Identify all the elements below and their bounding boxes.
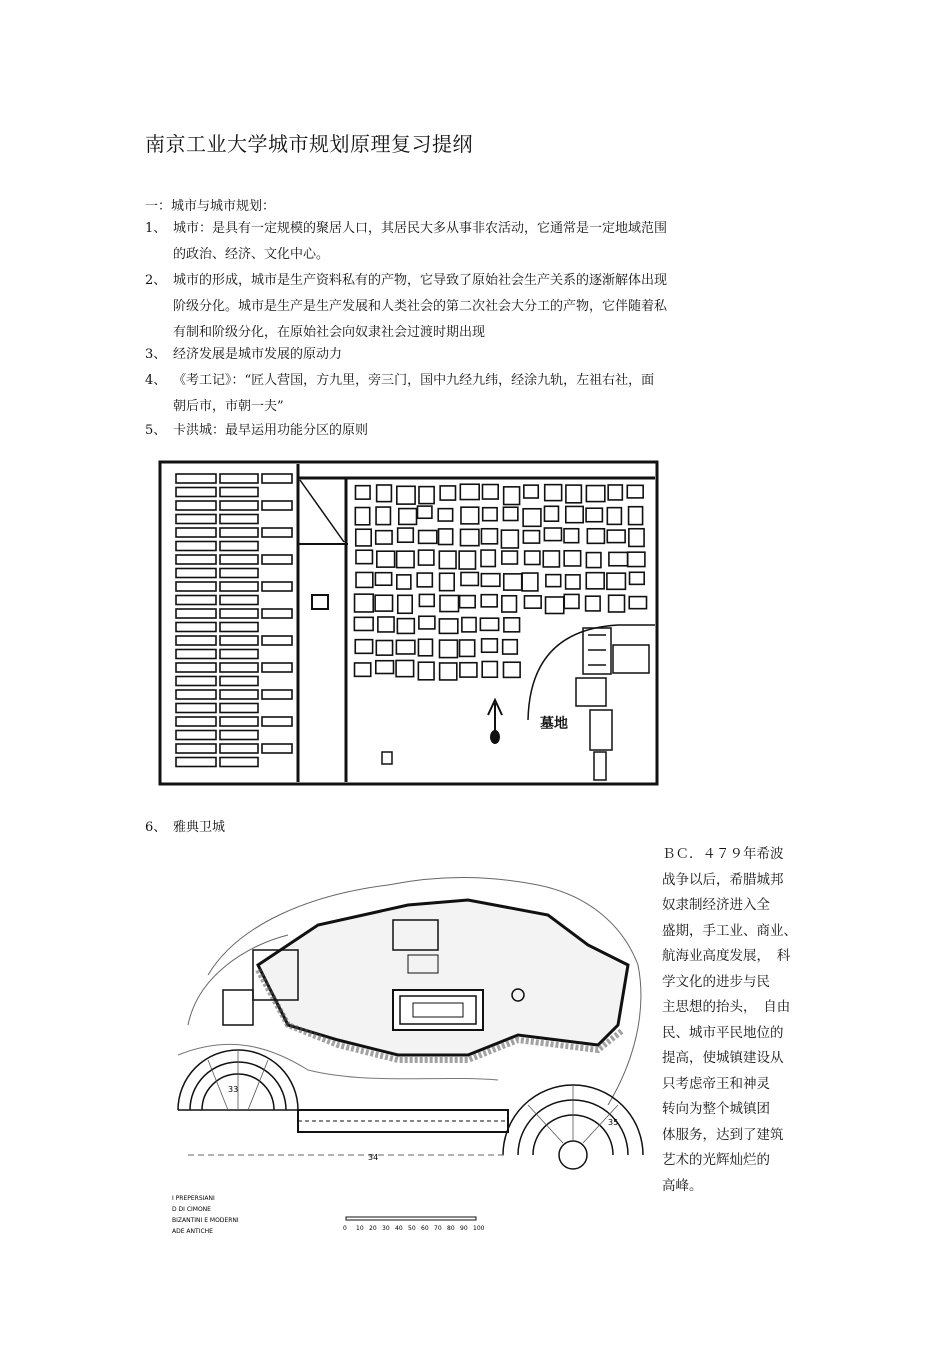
item-text [173,216,753,268]
side-note [662,842,822,1199]
item-line: 雅典卫城 [173,820,226,835]
item-line: 《考工记》：“匠人营国，方九里，旁三门，国中九经九纬，经涂九轨，左祖右社，面 [173,373,655,388]
side-line: 奴隶制经济进入全 [662,897,770,913]
legend-entry: ADE ANTICHE [172,1228,213,1235]
side-line: 体服务，达到了建筑 [662,1126,784,1143]
item-text [173,268,753,346]
item-text [173,342,753,368]
item-text [173,815,753,841]
item-number: 6、 [145,820,167,835]
scale-tick-label: 10 [356,1225,364,1232]
side-line: ＢＣ．４７９年希波 [662,846,784,862]
athens-acropolis-map [168,855,650,1245]
section-heading: 一：城市与城市规划： [145,199,276,214]
scale-tick-label: 0 [343,1225,347,1232]
scale-tick-label: 40 [395,1225,403,1232]
side-line: 民、城市平民地位的 [662,1024,784,1041]
side-line: 只考虑帝王和神灵 [662,1075,770,1092]
item-number: 2、 [145,273,167,288]
scale-tick-label: 90 [460,1225,468,1232]
scale-tick-label: 60 [421,1225,429,1232]
map-label: 34 [368,1153,379,1162]
legend-entry: I PREPERSIANI [172,1195,215,1202]
item-text [173,418,753,444]
item-line: 经济发展是城市发展的原动力 [173,347,343,362]
scale-tick-label: 80 [447,1225,455,1232]
side-line: 艺术的光辉灿烂的 [662,1152,770,1168]
item-line: 有制和阶级分化，在原始社会向奴隶社会过渡时期出现 [173,325,486,340]
side-line: 转向为整个城镇团 [662,1101,770,1117]
item-number: 4、 [145,373,167,388]
side-line: 学文化的进步与民 [662,973,770,990]
side-line: 主思想的抬头， 自由 [662,999,791,1015]
item-number: 1、 [145,221,167,236]
kahun-city-map [158,460,660,786]
map-label: 33 [228,1085,239,1094]
item-line: 朝后市，市朝一夫” [173,399,284,414]
item-line: 卡洪城：最早运用功能分区的原则 [173,423,369,438]
scale-tick-label: 20 [369,1225,377,1232]
scale-tick-label: 50 [408,1225,416,1232]
side-line: 高峰。 [662,1177,703,1194]
legend-entry: BIZANTINI E MODERNI [172,1217,239,1224]
item-line: 的政治、经济、文化中心。 [173,247,330,262]
map-label: 35 [608,1118,619,1127]
page-title: 南京工业大学城市规划原理复习提纲 [145,132,473,156]
item-line: 城市：是具有一定规模的聚居人口，其居民大多从事非农活动，它通常是一定地域范围 [173,221,668,236]
scale-tick-label: 30 [382,1225,390,1232]
side-line: 盛期，手工业、商业、 [662,922,797,939]
scale-tick-label: 100 [473,1225,485,1232]
legend-entry: D DI CIMONE [172,1206,211,1213]
item-number: 3、 [145,347,167,362]
item-text [173,368,753,420]
scale-tick-label: 70 [434,1225,442,1232]
item-number: 5、 [145,423,167,438]
side-line: 航海业高度发展， 科 [662,948,791,964]
side-line: 战争以后，希腊城邦 [662,871,784,888]
side-line: 提高，使城镇建设从 [662,1050,784,1066]
item-line: 阶级分化。城市是生产是生产发展和人类社会的第二次社会大分工的产物，它伴随着私 [173,299,668,314]
cemetery-label: 墓地 [540,716,568,732]
item-line: 城市的形成，城市是生产资料私有的产物，它导致了原始社会生产关系的逐渐解体出现 [173,273,668,288]
